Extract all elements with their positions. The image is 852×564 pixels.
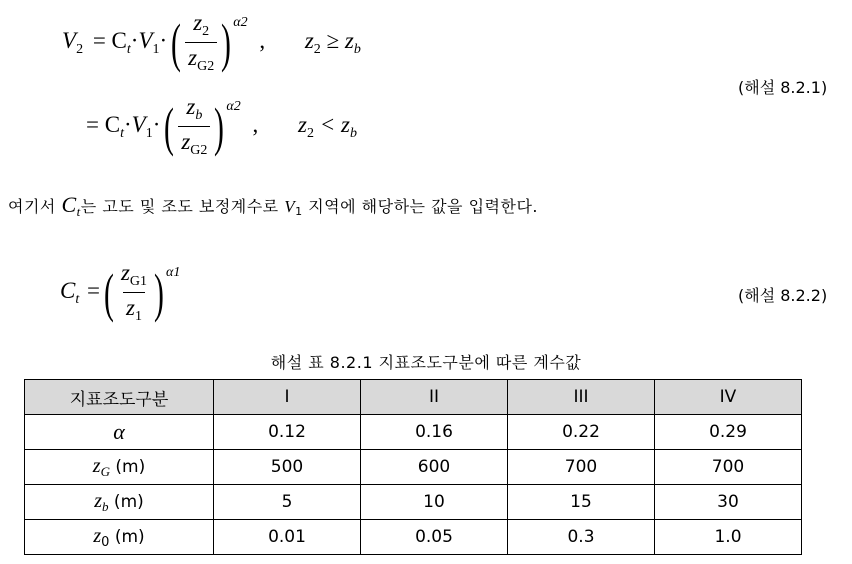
condition-rhs-subscript: b — [353, 41, 361, 57]
header-cell: I — [214, 380, 361, 415]
ct-subscript: t — [120, 125, 124, 141]
denominator-z: z — [126, 295, 135, 320]
paragraph-text-1: 여기서 — [8, 197, 62, 216]
table-cell: 700 — [655, 450, 802, 485]
exponent: α1 — [166, 264, 181, 280]
table-cell: 10 — [361, 485, 508, 520]
paragraph-text-3: 지역에 해당하는 값을 입력한다. — [302, 197, 538, 216]
ct-symbol: = C — [86, 111, 121, 137]
header-cell: IV — [655, 380, 802, 415]
v1-subscript: 1 — [152, 41, 160, 57]
table-cell: 700 — [508, 450, 655, 485]
dot-operator: · — [159, 27, 168, 53]
numerator-z: z — [193, 10, 203, 35]
table-cell: 0.05 — [361, 520, 508, 555]
table-cell: 15 — [508, 485, 655, 520]
ct-symbol: = C — [92, 27, 127, 53]
numerator-subscript: G1 — [129, 274, 148, 289]
dot-operator: · — [123, 111, 132, 137]
table-cell: 0.16 — [361, 415, 508, 450]
header-cell: II — [361, 380, 508, 415]
table-cell: 0.12 — [214, 415, 361, 450]
condition-z2: z — [298, 111, 307, 137]
v1-subscript: 1 — [145, 125, 153, 141]
z-symbol: z — [92, 454, 101, 477]
table-cell: 1.0 — [655, 520, 802, 555]
left-paren: ( — [104, 262, 114, 323]
unit-label: (m) — [109, 526, 145, 547]
equation-8-2-1-line2: = $C_t\cdot V_1\cdot$( $\frac{z_b}{z_{G2}}$ ) $^{\alpha 2}$ , $z_2 < z_b$ — [86, 94, 357, 158]
denominator-z: z — [188, 45, 198, 70]
condition-subscript: 2 — [306, 125, 314, 141]
equation-8-2-1-line1: $V_2 = C_t\cdot V_1\cdot$( $\frac{z_2}{z_{G2}}$ ) $^{\alpha 2}$ , $z_2 \ge z_b$ — [62, 10, 361, 74]
left-paren: ( — [164, 96, 175, 157]
fraction — [118, 260, 150, 325]
alpha-symbol: α — [113, 419, 125, 444]
table-cell: 500 — [214, 450, 361, 485]
v2-symbol: V — [62, 27, 77, 53]
table-row — [25, 520, 802, 555]
equation-number-8-2-2: (해설 8.2.2) — [738, 286, 828, 305]
numerator-z: z — [120, 260, 130, 285]
condition-rhs: < z — [313, 111, 350, 137]
equals-sign: = — [86, 277, 100, 303]
condition-rhs-subscript: b — [349, 125, 357, 141]
table-header-row — [25, 380, 802, 415]
table-row — [25, 450, 802, 485]
table-row — [25, 485, 802, 520]
row-label-z0 — [25, 520, 214, 555]
condition-rhs: ≥ z — [320, 27, 354, 53]
row-label-zb — [25, 485, 214, 520]
z-subscript: G — [100, 463, 110, 479]
denominator-subscript: 1 — [134, 309, 142, 324]
z-subscript: 0 — [101, 534, 110, 550]
table-cell: 5 — [214, 485, 361, 520]
equation-number-8-2-1: (해설 8.2.1) — [738, 78, 828, 97]
dot-operator: · — [130, 27, 139, 53]
right-paren: ) — [221, 12, 232, 73]
condition-subscript: 2 — [313, 41, 321, 57]
denominator-z: z — [181, 129, 191, 154]
coefficient-table — [24, 379, 802, 555]
right-paren: ) — [154, 262, 164, 323]
unit-label: (m) — [109, 456, 146, 477]
v1-symbol: V — [131, 111, 146, 137]
unit-label: (m) — [108, 491, 144, 512]
row-label-alpha — [25, 415, 214, 450]
table-cell: 30 — [655, 485, 802, 520]
table-cell: 0.22 — [508, 415, 655, 450]
table-cell: 0.29 — [655, 415, 802, 450]
numerator-subscript: b — [195, 108, 203, 123]
v1-subscript: 1 — [295, 205, 303, 218]
row-label-zg — [25, 450, 214, 485]
v1-symbol: V — [284, 197, 296, 216]
exponent: α2 — [226, 98, 241, 114]
header-cell: III — [508, 380, 655, 415]
ct-subscript: t — [75, 291, 80, 307]
denominator-subscript: G2 — [190, 143, 208, 158]
table-row — [25, 415, 802, 450]
numerator-subscript: 2 — [202, 24, 210, 39]
z-subscript: b — [102, 498, 109, 514]
v1-symbol: V — [138, 27, 153, 53]
explanation-paragraph — [8, 192, 538, 220]
right-paren: ) — [214, 96, 225, 157]
fraction — [178, 94, 210, 159]
table-caption: 해설 표 8.2.1 지표조도구분에 따른 계수값 — [270, 353, 582, 372]
z-symbol: z — [94, 489, 103, 512]
fraction — [185, 10, 217, 75]
header-cell: 지표조도구분 — [25, 380, 214, 415]
paragraph-text-2: 는 고도 및 조도 보정계수로 — [80, 197, 285, 216]
table-cell: 0.01 — [214, 520, 361, 555]
equation-8-2-2 — [60, 260, 180, 325]
denominator-subscript: G2 — [197, 59, 215, 74]
exponent: α2 — [233, 14, 248, 30]
left-paren: ( — [171, 12, 182, 73]
ct-subscript: t — [126, 41, 131, 57]
ct-symbol: C — [60, 277, 76, 303]
dot-operator: · — [152, 111, 161, 137]
condition-z2: z — [304, 27, 314, 53]
z-symbol: z — [93, 524, 102, 547]
numerator-z: z — [186, 94, 196, 119]
ct-symbol: C — [61, 192, 77, 217]
table-cell: 0.3 — [508, 520, 655, 555]
ct-subscript: t — [76, 204, 81, 219]
table-cell: 600 — [361, 450, 508, 485]
v2-subscript: 2 — [76, 41, 84, 57]
